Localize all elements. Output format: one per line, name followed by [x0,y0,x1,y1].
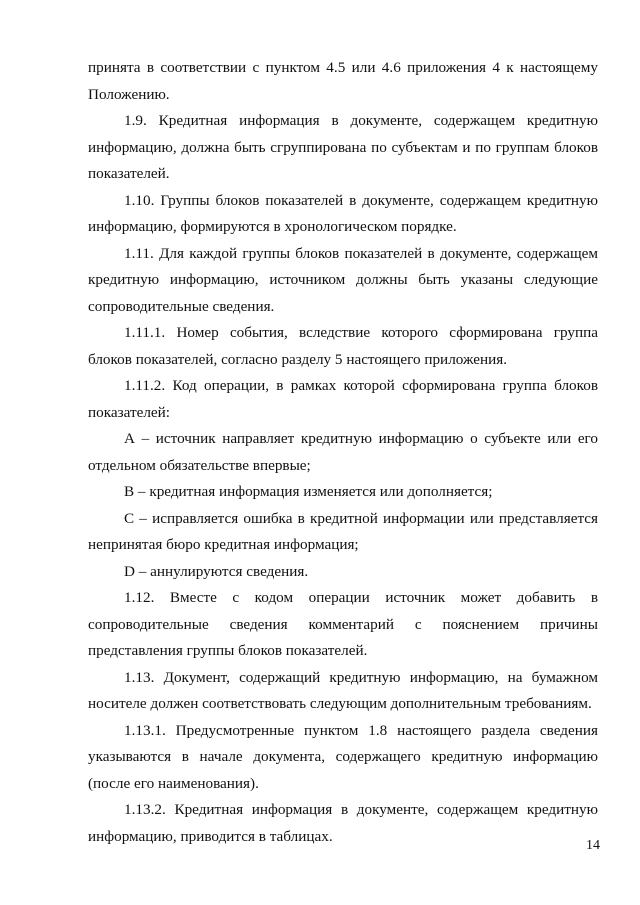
paragraph-1-11-2: 1.11.2. Код операции, в рамках которой сформирована группа блоков показателей: [88,377,598,421]
list-item-code-d: D – аннулируются сведения. [124,562,309,580]
paragraph-1-12: 1.12. Вместе с кодом операции источник может добавить в сопроводительные сведения комментарий с пояснением причины представления группы блоков показателей. [88,589,598,659]
paragraph-1-11-1: 1.11.1. Номер события, вследствие которого сформирована группа блоков показателей, согласно разделу 5 настоящего приложения. [88,324,598,368]
paragraph-1-13: 1.13. Документ, содержащий кредитную информацию, на бумажном носителе должен соответствовать следующим дополнительным требованиям. [88,668,598,712]
paragraph-continuation: принята в соответствии с пунктом 4.5 или 4.6 приложения 4 к настоящему Положению. [88,59,598,103]
page-number: 14 [586,838,600,853]
paragraph-1-10: 1.10. Группы блоков показателей в документе, содержащем кредитную информацию, формируются в хронологическом порядке. [88,191,598,235]
document-body [88,55,598,850]
list-item-code-b: В – кредитная информация изменяется или дополняется; [124,483,493,500]
paragraph-1-11: 1.11. Для каждой группы блоков показателей в документе, содержащем кредитную информацию, источником должны быть указаны следующие сопроводительные сведения. [88,244,598,315]
list-item-code-a: А – источник направляет кредитную информацию о субъекте или его отдельном обязательстве впервые; [88,430,598,474]
paragraph-1-9: 1.9. Кредитная информация в документе, содержащем кредитную информацию, должна быть сгруппирована по субъектам и по группам блоков показателей. [88,112,598,182]
paragraph-1-13-1: 1.13.1. Предусмотренные пунктом 1.8 настоящего раздела сведения указываются в начале документа, содержащего кредитную информацию (после его наименования). [88,721,598,792]
list-item-code-c: С – исправляется ошибка в кредитной информации или представляется непринятая бюро кредитная информация; [88,509,598,553]
paragraph-1-13-2: 1.13.2. Кредитная информация в документе, содержащем кредитную информацию, приводится в таблицах. [88,801,598,845]
